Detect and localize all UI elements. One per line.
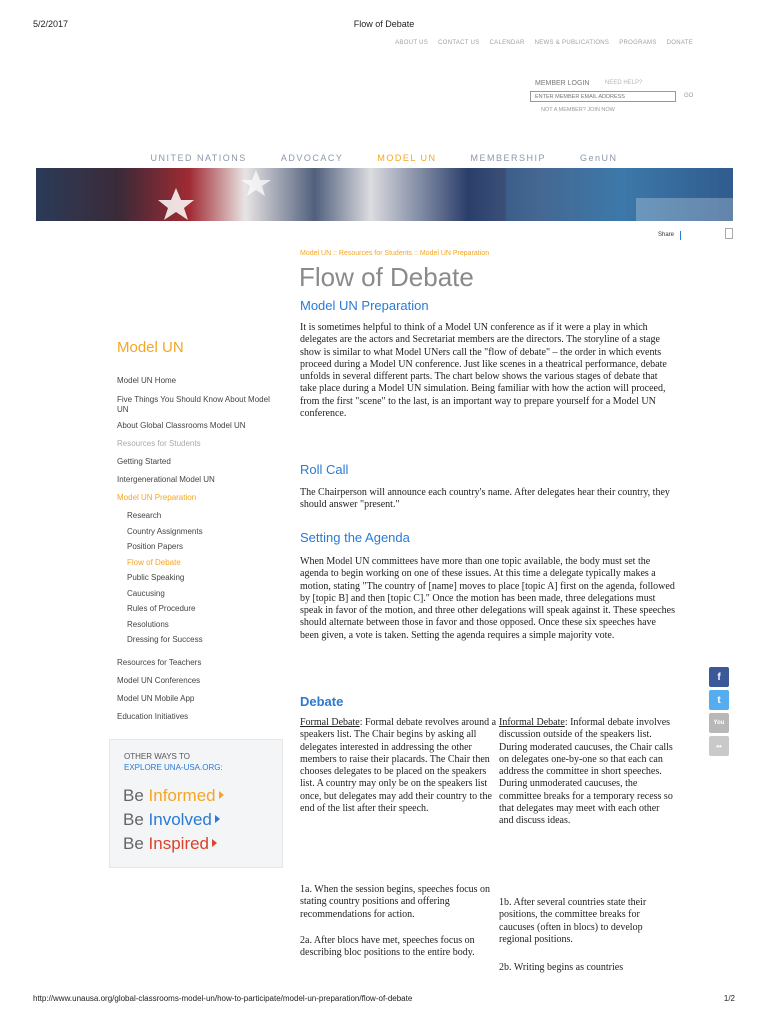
share-label[interactable]: Share [658, 232, 675, 238]
twitter-icon[interactable]: t [709, 690, 729, 710]
sidebar-item-position-papers[interactable]: Position Papers [127, 542, 184, 551]
roll-call-heading: Roll Call [300, 462, 349, 477]
util-nav-about[interactable]: ABOUT US [395, 40, 429, 46]
sidebar-item-model-un-conferences[interactable]: Model UN Conferences [117, 676, 201, 685]
agenda-heading: Setting the Agenda [300, 530, 410, 545]
intro-paragraph: It is sometimes helpful to think of a Model UN conference as if it were a play in which delegates are the actors and Secretariat members are the directors. The storyline of a stage show is similar to what Model UNers call the "flow of debate" – the order in which events proceed during a Model UN conference. Just like scenes in a theatrical performance, debate unfolds in several different parts. The chart below shows the various stages of debate that take place during a Model UN simulation. Being familiar with how the action will proceed, from the first "scene" to the last, is an important way to prepare yourself for a Model UN conference. [300, 322, 667, 420]
sidebar-heading: Model UN [117, 339, 184, 356]
main-nav-genun[interactable]: GenUN [580, 153, 618, 163]
sidebar-item-about-global-classrooms[interactable]: About Global Classrooms Model UN [117, 421, 246, 430]
promo-line-1: OTHER WAYS TO [124, 752, 190, 761]
sidebar-item-caucusing[interactable]: Caucusing [127, 588, 165, 598]
sidebar-item-mobile-app[interactable]: Model UN Mobile App [117, 694, 195, 703]
arrow-right-icon [212, 839, 217, 847]
youtube-icon[interactable]: You [709, 713, 729, 733]
step-1b: 1b. After several countries state their positions, the committee breaks for caucuses (often in blocs) to develop regional positions. [499, 897, 647, 945]
utility-nav [395, 40, 693, 46]
need-help-link[interactable]: NEED HELP? [605, 80, 643, 86]
arrow-right-icon [219, 791, 224, 799]
util-nav-programs[interactable]: PROGRAMS [619, 40, 657, 46]
print-url: http://www.unausa.org/global-classrooms-model-un/how-to-participate/model-un-preparation/flow-of-debate [33, 994, 413, 1003]
arrow-right-icon [215, 815, 220, 823]
util-nav-donate[interactable]: DONATE [666, 40, 693, 46]
main-nav-model-un[interactable]: MODEL UN [377, 153, 437, 163]
roll-call-text: The Chairperson will announce each country's name. After delegates hear their country, they should answer "present." [300, 487, 670, 511]
main-nav-membership[interactable]: MEMBERSHIP [470, 153, 547, 163]
util-nav-news[interactable]: NEWS & PUBLICATIONS [534, 40, 610, 46]
main-nav-united-nations[interactable]: UNITED NATIONS [150, 153, 247, 163]
print-page-icon[interactable] [725, 228, 733, 239]
sidebar-item-five-things[interactable]: Five Things You Should Know About Model UN [117, 395, 270, 414]
sidebar-item-research[interactable]: Research [127, 511, 162, 520]
util-nav-contact[interactable]: CONTACT US [438, 40, 480, 46]
print-page-number: 1/2 [723, 994, 735, 1003]
facebook-icon[interactable]: f [709, 667, 729, 687]
be-inspired-link[interactable]: Be Inspired [123, 834, 217, 854]
member-login-label: MEMBER LOGIN [535, 80, 590, 87]
sidebar-item-flow-of-debate[interactable]: Flow of Debate [127, 557, 181, 567]
sidebar-item-dressing-for-success[interactable]: Dressing for Success [127, 635, 203, 644]
sidebar-item-resources-for-teachers[interactable]: Resources for Teachers [117, 658, 202, 667]
flickr-icon[interactable]: •• [709, 736, 729, 756]
share-divider [680, 231, 681, 240]
hero-banner-flag-image [36, 168, 733, 221]
page-subtitle: Model UN Preparation [300, 298, 429, 313]
join-now-link[interactable]: NOT A MEMBER? JOIN NOW [541, 107, 615, 113]
main-nav [0, 153, 768, 163]
sidebar-item-public-speaking[interactable]: Public Speaking [127, 573, 185, 582]
sidebar-item-resolutions[interactable]: Resolutions [127, 619, 169, 629]
step-2b: 2b. Writing begins as countries [499, 962, 624, 973]
informal-debate-text: Informal Debate: Informal debate involves discussion outside of the speakers list. During moderated caucuses, the Chair calls on delegates one-by-one so that each can address the committee in short speeches. During unmoderated caucuses, the committee breaks for a temporary recess so that delegates may meet with each other and discuss ideas. [499, 717, 673, 827]
sidebar-item-intergenerational[interactable]: Intergenerational Model UN [117, 475, 215, 484]
sidebar-item-model-un-preparation[interactable]: Model UN Preparation [117, 493, 197, 502]
formal-debate-text: Formal Debate: Formal debate revolves around a speakers list. The Chair begins by asking all delegates interested in addressing the other members to raise their placards. The Chair then chooses delegates to be placed on the speakers list. A country may only be on the speakers list once, but delegates may add their country to the end of the list after their speech. [300, 717, 497, 815]
sidebar-item-education-initiatives[interactable]: Education Initiatives [117, 712, 189, 721]
agenda-text: When Model UN committees have more than one topic available, the body must set the agenda to begin working on one of these issues. At this time a delegate typically makes a motion, stating "The country of [name] moves to place [topic A] first on the agenda, followed by [topic B] and then [topic C]." Once the motion has been made, three delegations must speak in favor of the motion, and three other delegations will speak against it. These speeches should alternate between those in favor and those opposed. Once these six speeches have been given, a vote is taken. Setting the agenda requires a simple majority vote. [300, 556, 675, 641]
be-informed-link[interactable]: Be Informed [123, 786, 224, 806]
print-date: 5/2/2017 [33, 19, 69, 29]
breadcrumb[interactable]: Model UN :: Resources for Students :: Model UN Preparation [300, 250, 490, 257]
sidebar-item-getting-started[interactable]: Getting Started [117, 457, 171, 466]
sidebar-nav [117, 376, 277, 722]
sidebar-item-resources-for-students[interactable]: Resources for Students [117, 439, 201, 448]
promo-line-2: EXPLORE UNA-USA.ORG: [124, 763, 223, 772]
step-2a: 2a. After blocs have met, speeches focus on describing bloc positions to the entire body. [300, 935, 475, 959]
print-title: Flow of Debate [353, 19, 415, 29]
util-nav-calendar[interactable]: CALENDAR [489, 40, 525, 46]
sidebar-item-country-assignments[interactable]: Country Assignments [127, 526, 203, 536]
main-nav-advocacy[interactable]: ADVOCACY [280, 153, 344, 163]
step-1a: 1a. When the session begins, speeches focus on stating country positions and offering recommendations for action. [300, 884, 491, 920]
member-email-input[interactable] [530, 91, 676, 102]
login-go-button[interactable]: GO [684, 93, 694, 99]
sidebar-item-model-un-home[interactable]: Model UN Home [117, 376, 177, 385]
sidebar-item-rules-of-procedure[interactable]: Rules of Procedure [127, 604, 196, 613]
page-title: Flow of Debate [299, 262, 474, 292]
flag-stars-decoration [36, 168, 733, 221]
be-involved-link[interactable]: Be Involved [123, 810, 220, 830]
debate-heading: Debate [300, 694, 344, 709]
